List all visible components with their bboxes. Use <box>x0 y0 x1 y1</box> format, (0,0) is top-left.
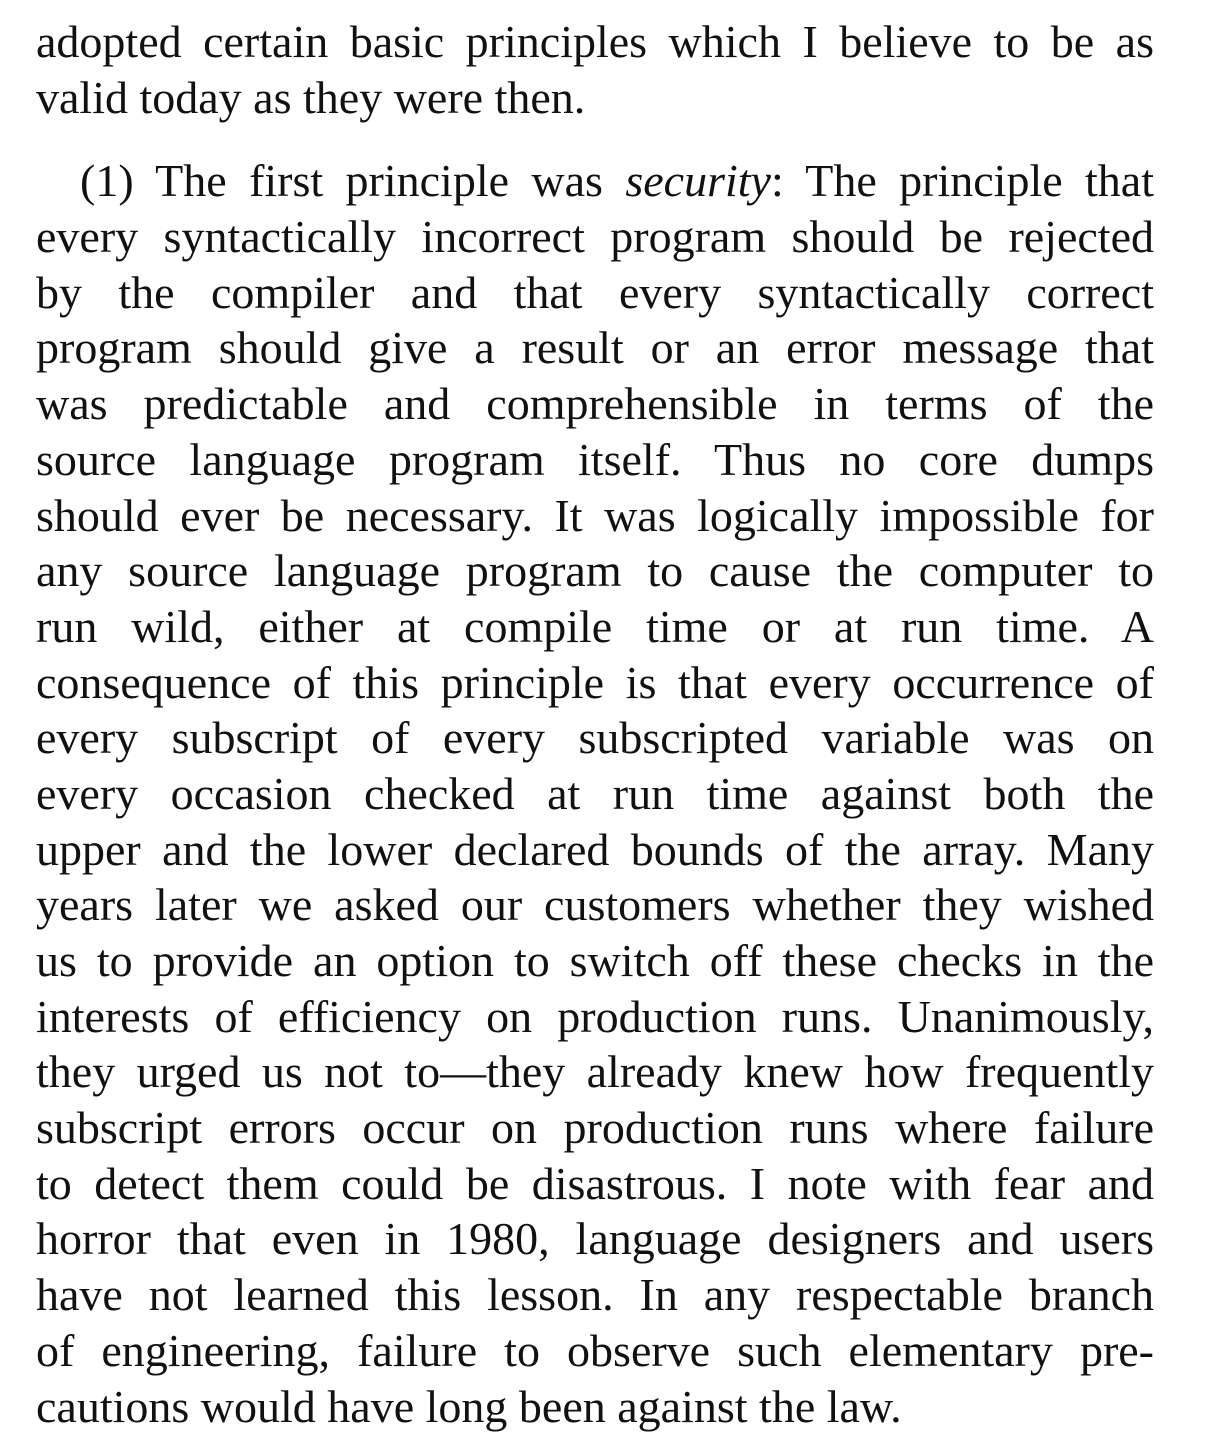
text-line: any source language program to cause the computer to <box>36 545 1154 597</box>
line-prefix: (1) The first principle was <box>80 155 626 207</box>
text-line: interests of efficiency on production runs. Unanimously, <box>36 990 1154 1042</box>
text-line: cautions would have long been against the law. <box>36 1380 902 1432</box>
text-line: program should give a result or an error message that <box>36 322 1154 374</box>
document-page <box>36 14 1154 1434</box>
text-line: upper and the lower declared bounds of the array. Many <box>36 823 1154 875</box>
text-line: to detect them could be disastrous. I note with fear and <box>36 1157 1154 1209</box>
text-line: horror that even in 1980, language designers and users <box>36 1213 1154 1265</box>
paragraph-intro <box>36 14 1154 125</box>
text-line: us to provide an option to switch off these checks in the <box>36 935 1154 986</box>
text-line: they urged us not to—they already knew how frequently <box>36 1046 1154 1098</box>
line-suffix: : The principle that <box>770 155 1155 207</box>
text-line: run wild, either at compile time or at run time. A <box>36 600 1154 652</box>
text-line: valid today as they were then. <box>36 71 586 123</box>
text-line: source language program itself. Thus no core dumps <box>36 433 1154 485</box>
text-line: adopted certain basic principles which I believe to be as <box>36 16 1154 67</box>
emphasis-security: security <box>625 155 771 207</box>
text-line: have not learned this lesson. In any respectable branch <box>36 1269 1154 1321</box>
text-line: subscript errors occur on production runs where failure <box>36 1102 1154 1154</box>
text-line: of engineering, failure to observe such elementary pre- <box>36 1324 1154 1376</box>
paragraph-security-principle <box>36 153 1154 1434</box>
text-line: years later we asked our customers whether they wished <box>36 879 1154 931</box>
text-line-first <box>36 153 1154 209</box>
text-line: every subscript of every subscripted variable was on <box>36 712 1154 764</box>
paragraph-gap <box>36 125 1154 153</box>
text-line: every occasion checked at run time against both the <box>36 767 1154 819</box>
text-line: should ever be necessary. It was logically impossible for <box>36 489 1154 541</box>
text-line: consequence of this principle is that every occurrence of <box>36 656 1154 708</box>
text-line: was predictable and comprehensible in terms of the <box>36 378 1154 430</box>
text-line: every syntactically incorrect program should be rejected <box>36 211 1154 263</box>
text-line: by the compiler and that every syntactically correct <box>36 266 1154 318</box>
